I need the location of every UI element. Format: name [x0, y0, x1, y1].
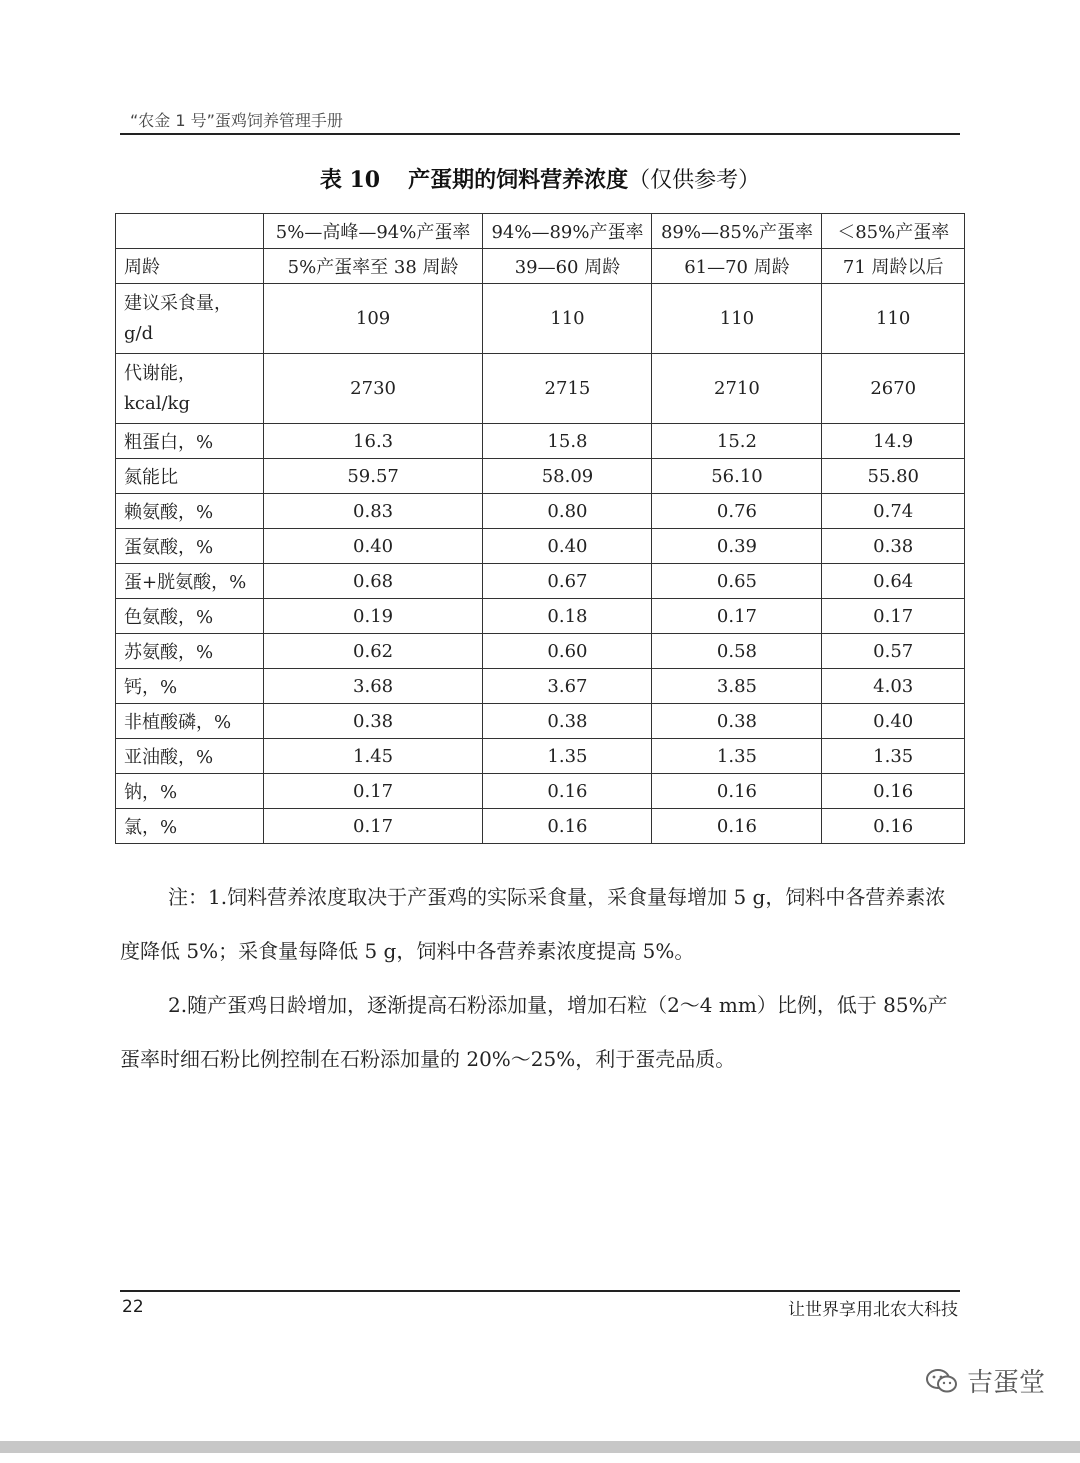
table-cell: 1.45	[263, 739, 483, 774]
row-label	[116, 284, 264, 354]
page-number: 22	[122, 1297, 144, 1317]
running-header: “农金 1 号”蛋鸡饲养管理手册	[130, 111, 343, 130]
table-title	[0, 163, 1080, 194]
header-cell: ＜85%产蛋率	[822, 214, 965, 249]
table-cell: 71 周龄以后	[822, 249, 965, 284]
table-row	[116, 669, 965, 704]
table-cell: 4.03	[822, 669, 965, 704]
header-cell	[116, 214, 264, 249]
table-cell: 110	[483, 284, 652, 354]
table-cell: 2710	[652, 354, 822, 424]
table-cell: 16.3	[263, 424, 483, 459]
table-cell: 0.38	[483, 704, 652, 739]
table-cell: 0.60	[483, 634, 652, 669]
table-cell: 0.38	[822, 529, 965, 564]
table-cell: 0.65	[652, 564, 822, 599]
table-row	[116, 564, 965, 599]
table-cell: 0.16	[822, 774, 965, 809]
table-cell: 0.83	[263, 494, 483, 529]
bottom-bar	[0, 1441, 1080, 1453]
table-cell: 0.16	[822, 809, 965, 844]
row-label-unit: g/d	[124, 322, 154, 344]
table-cell: 1.35	[822, 739, 965, 774]
table-cell: 0.17	[263, 774, 483, 809]
table-row	[116, 704, 965, 739]
row-label: 蛋氨酸，%	[116, 529, 264, 564]
footer-slogan: 让世界享用北农大科技	[788, 1300, 958, 1320]
table-cell: 0.68	[263, 564, 483, 599]
table-row	[116, 494, 965, 529]
table-cell: 110	[822, 284, 965, 354]
table-cell: 39—60 周龄	[483, 249, 652, 284]
row-label: 非植酸磷，%	[116, 704, 264, 739]
table-cell: 1.35	[483, 739, 652, 774]
table-cell: 61—70 周龄	[652, 249, 822, 284]
row-label: 色氨酸，%	[116, 599, 264, 634]
row-label	[116, 354, 264, 424]
table-row	[116, 809, 965, 844]
header-cell: 89%—85%产蛋率	[652, 214, 822, 249]
table-row	[116, 249, 965, 284]
table-cell: 59.57	[263, 459, 483, 494]
wechat-icon	[925, 1367, 959, 1395]
row-label-unit: kcal/kg	[124, 392, 190, 414]
table-cell: 0.64	[822, 564, 965, 599]
row-label: 粗蛋白，%	[116, 424, 264, 459]
table-caption: 产蛋期的饲料营养浓度	[408, 167, 629, 193]
table-cell: 0.17	[652, 599, 822, 634]
footer-divider	[120, 1290, 960, 1292]
table-row	[116, 284, 965, 354]
watermark-text: 吉蛋堂	[967, 1368, 1046, 1398]
table-cell: 0.16	[483, 774, 652, 809]
row-label: 蛋+胱氨酸，%	[116, 564, 264, 599]
table-row	[116, 529, 965, 564]
table-cell: 0.19	[263, 599, 483, 634]
table-cell: 15.2	[652, 424, 822, 459]
table-cell: 58.09	[483, 459, 652, 494]
table-cell: 15.8	[483, 424, 652, 459]
table-cell: 0.18	[483, 599, 652, 634]
table-header-row	[116, 214, 965, 249]
table-row	[116, 774, 965, 809]
table-row	[116, 424, 965, 459]
watermark	[925, 1362, 1045, 1399]
nutrition-table	[115, 213, 965, 844]
table-cell: 0.57	[822, 634, 965, 669]
table-cell: 0.62	[263, 634, 483, 669]
row-label: 氯，%	[116, 809, 264, 844]
table-cell: 1.35	[652, 739, 822, 774]
table-cell: 0.38	[263, 704, 483, 739]
table-cell: 3.85	[652, 669, 822, 704]
table-row	[116, 354, 965, 424]
row-label: 周龄	[116, 249, 264, 284]
table-cell: 3.67	[483, 669, 652, 704]
note-paragraph: 2.随产蛋鸡日龄增加，逐渐提高石粉添加量，增加石粒（2～4 mm）比例，低于 85%产蛋率时细石粉比例控制在石粉添加量的 20%～25%，利于蛋壳品质。	[120, 993, 948, 1071]
table-cell: 2670	[822, 354, 965, 424]
table-cell: 109	[263, 284, 483, 354]
table-cell: 0.16	[652, 809, 822, 844]
table-cell: 0.39	[652, 529, 822, 564]
table-cell: 0.40	[263, 529, 483, 564]
table-notes	[120, 870, 960, 1086]
table-cell: 110	[652, 284, 822, 354]
row-label: 亚油酸，%	[116, 739, 264, 774]
header-cell: 94%—89%产蛋率	[483, 214, 652, 249]
table-cell: 0.58	[652, 634, 822, 669]
row-label: 钙，%	[116, 669, 264, 704]
header-cell: 5%—高峰—94%产蛋率	[263, 214, 483, 249]
row-label-line: 建议采食量，	[124, 292, 232, 314]
table-cell: 0.74	[822, 494, 965, 529]
header-divider	[120, 133, 960, 135]
table-cell: 0.40	[483, 529, 652, 564]
table-cell: 14.9	[822, 424, 965, 459]
table-row	[116, 459, 965, 494]
table-cell: 55.80	[822, 459, 965, 494]
table-cell: 0.76	[652, 494, 822, 529]
table-cell: 0.17	[822, 599, 965, 634]
table-cell: 0.67	[483, 564, 652, 599]
table-caption-note: （仅供参考）	[628, 168, 761, 193]
table-cell: 0.16	[652, 774, 822, 809]
row-label-line: 代谢能，	[124, 362, 196, 384]
table-number: 表 10	[319, 167, 381, 193]
row-label: 赖氨酸，%	[116, 494, 264, 529]
table-cell: 3.68	[263, 669, 483, 704]
row-label: 苏氨酸，%	[116, 634, 264, 669]
table-cell: 56.10	[652, 459, 822, 494]
table-cell: 0.38	[652, 704, 822, 739]
table-cell: 5%产蛋率至 38 周龄	[263, 249, 483, 284]
table-cell: 0.16	[483, 809, 652, 844]
row-label: 氮能比	[116, 459, 264, 494]
row-label: 钠，%	[116, 774, 264, 809]
table-cell: 0.40	[822, 704, 965, 739]
table-row	[116, 599, 965, 634]
table-row	[116, 739, 965, 774]
table-cell: 0.17	[263, 809, 483, 844]
table-cell: 0.80	[483, 494, 652, 529]
table-cell: 2715	[483, 354, 652, 424]
table-cell: 2730	[263, 354, 483, 424]
note-paragraph: 注：1.饲料营养浓度取决于产蛋鸡的实际采食量，采食量每增加 5 g，饲料中各营养素浓度降低 5%；采食量每降低 5 g，饲料中各营养素浓度提高 5%。	[120, 885, 946, 963]
table-row	[116, 634, 965, 669]
